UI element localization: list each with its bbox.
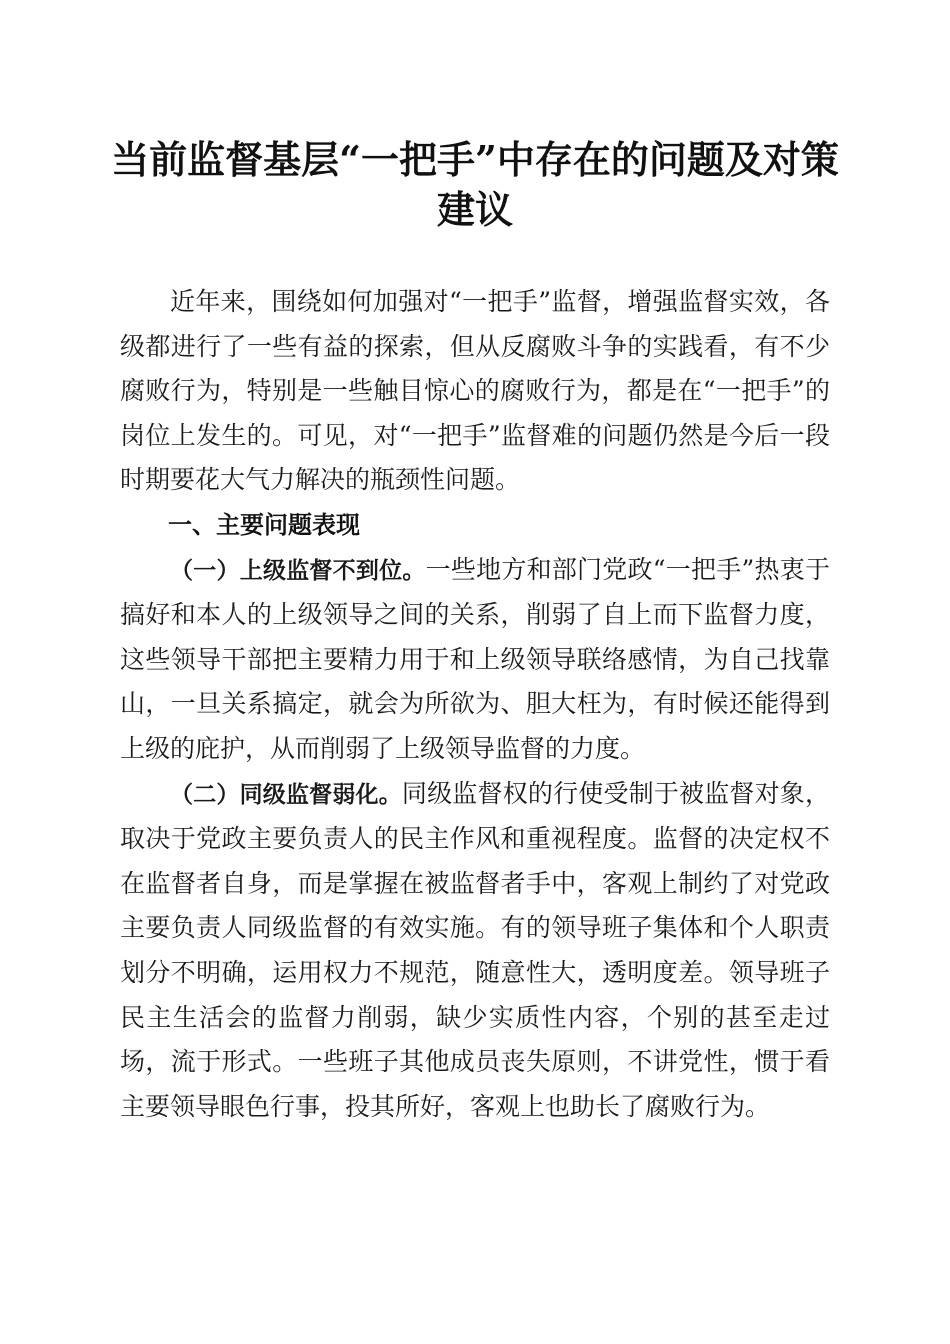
paragraph-item-1	[120, 548, 830, 772]
paragraph-item-2	[120, 772, 830, 1130]
section-heading: 一、主要问题表现	[168, 510, 360, 539]
document-body	[120, 280, 830, 1129]
document-title: 当前监督基层“一把手”中存在的问题及对策建议	[111, 137, 839, 232]
intro-paragraph: 近年来，围绕如何加强对“一把手”监督，增强监督实效，各级都进行了一些有益的探索，但从反腐败斗争的实践看，有不少腐败行为，特别是一些触目惊心的腐败行为，都是在“一把手”的岗位上发生的。可见，对“一把手”监督难的问题仍然是今后一段时期要花大气力解决的瓶颈性问题。	[120, 287, 830, 495]
item-2-label: （二）同级监督弱化。	[170, 781, 402, 808]
item-1-text: 一些地方和部门党政“一把手”热衷于搞好和本人的上级领导之间的关系，削弱了自上而下监督力度，这些领导干部把主要精力用于和上级领导联络感情，为自己找靠山，一旦关系搞定，就会为所欲为、胆大枉为，有时候还能得到上级的庇护，从而削弱了上级领导监督的力度。	[120, 554, 830, 763]
item-1-label: （一）上级监督不到位。	[170, 557, 426, 584]
item-2-text: 同级监督权的行使受制于被监督对象，取决于党政主要负责人的民主作风和重视程度。监督的决定权不在监督者自身，而是掌握在被监督者手中，客观上制约了对党政主要负责人同级监督的有效实施。有的领导班子集体和个人职责划分不明确，运用权力不规范，随意性大，透明度差。领导班子民主生活会的监督力削弱，缺少实质性内容，个别的甚至走过场，流于形式。一些班子其他成员丧失原则，不讲党性，惯于看主要领导眼色行事，投其所好，客观上也助长了腐败行为。	[120, 778, 830, 1121]
